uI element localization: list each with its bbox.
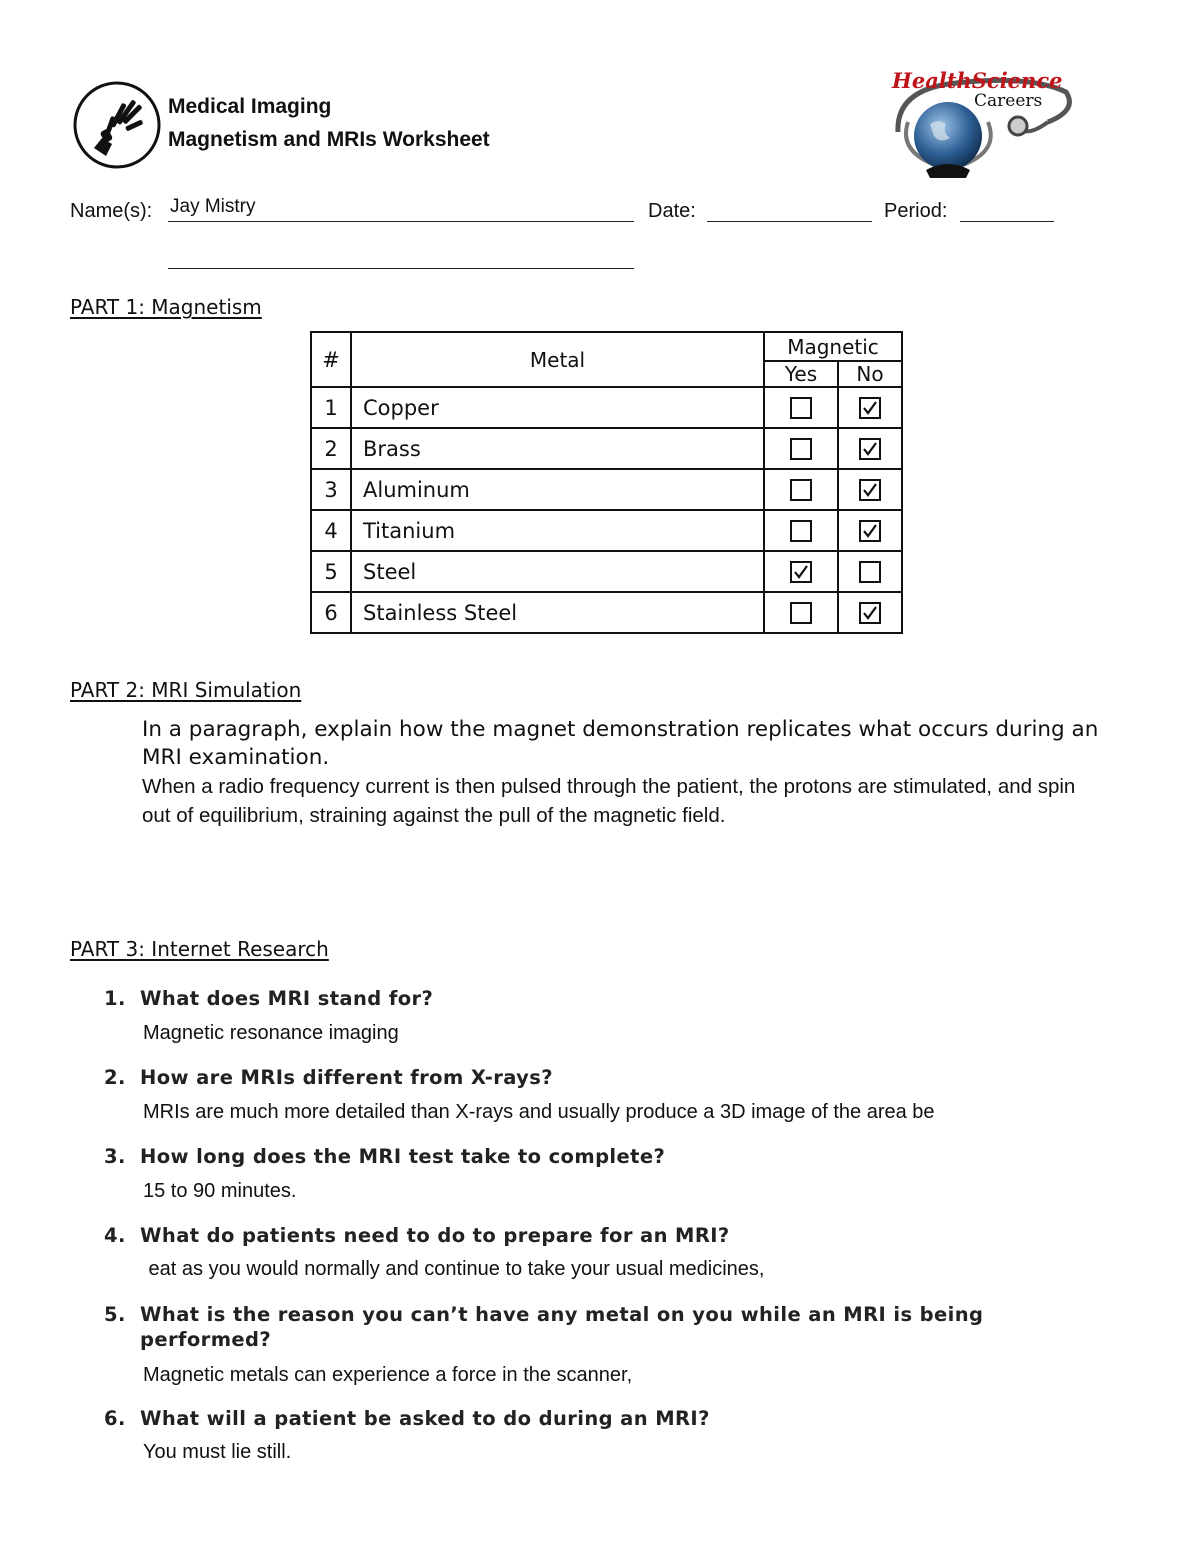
metal-row	[311, 428, 902, 469]
name-underline	[168, 221, 634, 222]
header-no: No	[838, 361, 902, 387]
part1-title: PART 1: Magnetism	[70, 295, 262, 319]
part2-answer[interactable]: When a radio frequency current is then pulsed through the patient, the protons are stimulated, and spin out of equilibrium, straining against the pull of the magnetic field.	[142, 775, 1076, 827]
date-label: Date:	[648, 200, 696, 222]
header-number: #	[311, 332, 351, 387]
metal-table	[310, 331, 903, 634]
metal-name: Steel	[351, 551, 764, 592]
name-field[interactable]: Jay Mistry	[170, 196, 256, 217]
logo-text-health: HealthScience	[892, 68, 1063, 93]
row-number: 4	[311, 510, 351, 551]
question-2: 2. How are MRIs different from X-rays?	[104, 1066, 553, 1089]
health-science-careers-logo	[878, 62, 1084, 180]
metal-row	[311, 387, 902, 428]
row-number: 1	[311, 387, 351, 428]
magnetic-yes-checkbox[interactable]	[790, 561, 812, 583]
magnetic-yes-checkbox[interactable]	[790, 397, 812, 419]
part2-prompt: In a paragraph, explain how the magnet demonstration replicates what occurs during an MRI examination.	[142, 717, 1099, 770]
hand-xray-logo	[72, 80, 162, 170]
yes-cell	[764, 469, 838, 510]
metal-row	[311, 510, 902, 551]
magnetic-yes-checkbox[interactable]	[790, 520, 812, 542]
question-6: 6. What will a patient be asked to do during an MRI?	[104, 1407, 710, 1430]
answer-3[interactable]: 15 to 90 minutes.	[143, 1180, 297, 1202]
metal-row	[311, 551, 902, 592]
magnetic-no-checkbox[interactable]	[859, 602, 881, 624]
no-cell	[838, 387, 902, 428]
magnetic-yes-checkbox[interactable]	[790, 438, 812, 460]
yes-cell	[764, 387, 838, 428]
question-3: 3. How long does the MRI test take to complete?	[104, 1145, 666, 1168]
document-subtitle: Magnetism and MRIs Worksheet	[168, 128, 490, 151]
magnetic-no-checkbox[interactable]	[859, 561, 881, 583]
no-cell	[838, 428, 902, 469]
yes-cell	[764, 551, 838, 592]
answer-4[interactable]: eat as you would normally and continue to take your usual medicines,	[143, 1258, 765, 1280]
question-1: 1. What does MRI stand for?	[104, 987, 434, 1010]
part3-title: PART 3: Internet Research	[70, 937, 329, 961]
no-cell	[838, 551, 902, 592]
header-yes: Yes	[764, 361, 838, 387]
answer-6[interactable]: You must lie still.	[143, 1441, 292, 1463]
header-metal: Metal	[351, 332, 764, 387]
answer-5[interactable]: Magnetic metals can experience a force in the scanner,	[143, 1364, 633, 1386]
date-field[interactable]	[707, 221, 872, 222]
logo-text-careers: Careers	[974, 91, 1043, 111]
magnetic-yes-checkbox[interactable]	[790, 602, 812, 624]
metal-row	[311, 469, 902, 510]
no-cell	[838, 592, 902, 633]
header-magnetic: Magnetic	[764, 332, 902, 361]
question-5: 5. What is the reason you can’t have any metal on you while an MRI is being performed?	[104, 1303, 984, 1351]
yes-cell	[764, 510, 838, 551]
yes-cell	[764, 428, 838, 469]
row-number: 3	[311, 469, 351, 510]
magnetic-no-checkbox[interactable]	[859, 479, 881, 501]
answer-2[interactable]: MRIs are much more detailed than X-rays and usually produce a 3D image of the area be	[143, 1101, 935, 1123]
no-cell	[838, 469, 902, 510]
answer-1[interactable]: Magnetic resonance imaging	[143, 1022, 399, 1044]
metal-name: Brass	[351, 428, 764, 469]
metal-name: Aluminum	[351, 469, 764, 510]
yes-cell	[764, 592, 838, 633]
magnetic-no-checkbox[interactable]	[859, 438, 881, 460]
question-4: 4. What do patients need to do to prepare for an MRI?	[104, 1224, 730, 1247]
row-number: 2	[311, 428, 351, 469]
row-number: 5	[311, 551, 351, 592]
magnetic-no-checkbox[interactable]	[859, 520, 881, 542]
magnetic-no-checkbox[interactable]	[859, 397, 881, 419]
document-title: Medical Imaging	[168, 95, 332, 118]
metal-name: Titanium	[351, 510, 764, 551]
metal-row	[311, 592, 902, 633]
part2-title: PART 2: MRI Simulation	[70, 678, 302, 702]
row-number: 6	[311, 592, 351, 633]
period-label: Period:	[884, 200, 948, 222]
name-field-line-2[interactable]	[168, 268, 634, 269]
metal-name: Stainless Steel	[351, 592, 764, 633]
period-field[interactable]	[960, 221, 1054, 222]
name-label: Name(s):	[70, 200, 153, 222]
metal-name: Copper	[351, 387, 764, 428]
no-cell	[838, 510, 902, 551]
magnetic-yes-checkbox[interactable]	[790, 479, 812, 501]
